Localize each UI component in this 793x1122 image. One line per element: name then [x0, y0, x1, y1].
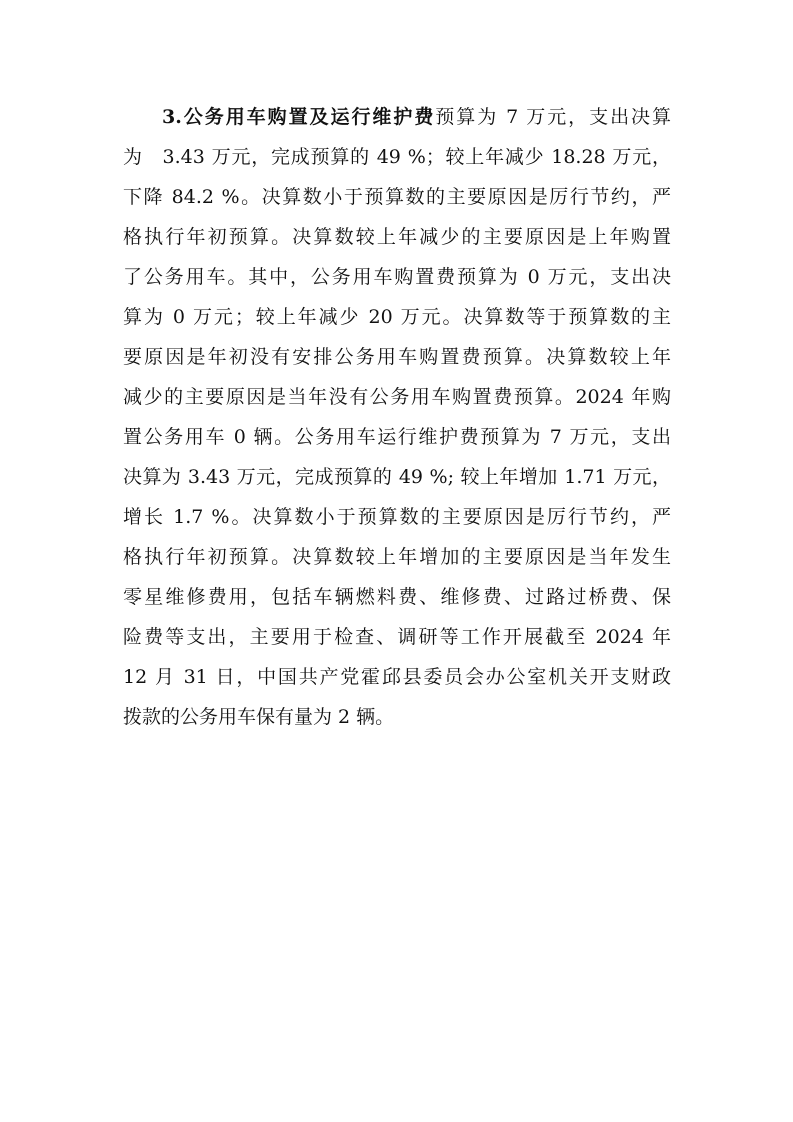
paragraph-line-2: 为 3.43 万元，完成预算的 49 %；较上年减少 18.28 万元， [123, 146, 671, 168]
paragraph-line-13: 零星维修费用，包括车辆燃料费、维修费、过路过桥费、保 [123, 586, 671, 608]
paragraph-line-15: 12 月 31 日，中国共产党霍邱县委员会办公室机关开支财政 [123, 666, 671, 688]
line-text: 预算为 7 万元，支出决算 [435, 106, 671, 128]
paragraph-line-4: 格执行年初预算。决算数较上年减少的主要原因是上年购置 [123, 226, 671, 248]
paragraph-line-5: 了公务用车。其中，公务用车购置费预算为 0 万元，支出决 [123, 266, 671, 288]
paragraph-line-9: 置公务用车 0 辆。公务用车运行维护费预算为 7 万元，支出 [123, 426, 671, 448]
paragraph-line-3: 下降 84.2 %。决算数小于预算数的主要原因是厉行节约，严 [123, 186, 671, 208]
paragraph-line-12: 格执行年初预算。决算数较上年增加的主要原因是当年发生 [123, 546, 671, 568]
paragraph-line-1 [162, 104, 671, 130]
paragraph-line-11: 增长 1.7 %。决算数小于预算数的主要原因是厉行节约，严 [123, 506, 671, 528]
paragraph-line-16: 拨款的公务用车保有量为 2 辆。 [123, 706, 395, 728]
paragraph-line-6: 算为 0 万元；较上年减少 20 万元。决算数等于预算数的主 [123, 306, 671, 328]
section-heading: 3.公务用车购置及运行维护费 [162, 106, 436, 128]
paragraph-line-14: 险费等支出，主要用于检查、调研等工作开展截至 2024 年 [123, 626, 671, 648]
paragraph-line-7: 要原因是年初没有安排公务用车购置费预算。决算数较上年 [123, 346, 671, 368]
paragraph-line-8: 减少的主要原因是当年没有公务用车购置费预算。2024 年购 [123, 386, 671, 408]
paragraph-line-10: 决算为 3.43 万元，完成预算的 49 %; 较上年增加 1.71 万元， [123, 466, 671, 488]
